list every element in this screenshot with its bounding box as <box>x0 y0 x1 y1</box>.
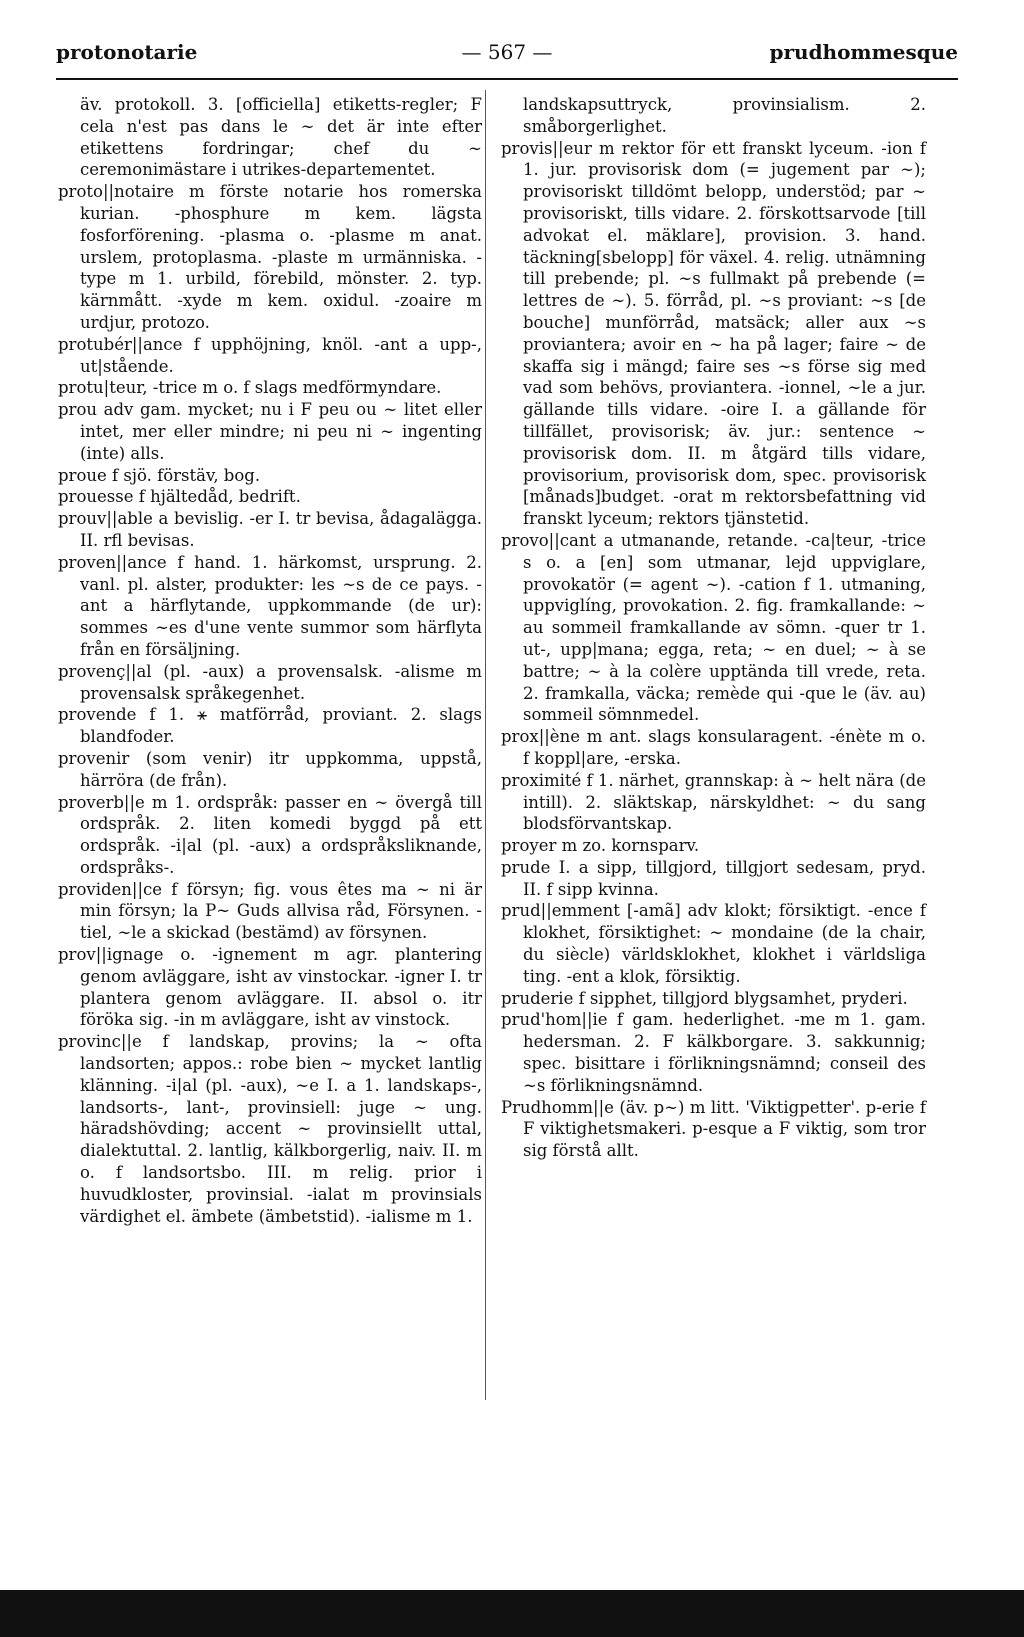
dictionary-entry: provenir (som venir) itr uppkomma, uppstå, härröra (de från). <box>58 748 482 790</box>
dictionary-entry: provinc||e f landskap, provins; la ∼ ofta landsorten; appos.: robe bien ∼ mycket lantlig klänning. -i|al (pl. -aux), ∼e I. a 1. landskaps-, landsorts-, lant-, provinsiell: juge ∼ ung. häradshövding; accent ∼ provinsiellt uttal, dialektuttal. 2. lantlig, kälkborgerlig, naiv. II. m o. f landsortsbo. III. m relig. prior i huvudkloster, provinsial. -ialat m provinsials värdighet el. ämbete (ämbetstid). -ialisme m 1. <box>58 1032 482 1226</box>
dictionary-entry: prox||ène m ant. slags konsularagent. -énète m o. f koppl|are, -erska. <box>501 727 926 768</box>
dictionary-entry: pruderie f sipphet, tillgjord blygsamhet, pryderi. <box>501 988 908 1008</box>
dictionary-entry: Prudhomm||e (äv. p∼) m litt. 'Viktigpetter'. p-erie f F viktighetsmakeri. p-esque a F viktig, som tror sig förstå allt. <box>501 1097 926 1161</box>
dictionary-entry: provo||cant a utmanande, retande. -ca|teur, -trice s o. a [en] som utmanar, lejd uppviglare, provokatör (= agent ∼). -cation f 1. utmaning, uppviglíng, provokation. 2. fig. framkallande: ∼ au sommeil framkallande av sömn. -quer tr 1. ut-, upp|mana; egga, reta; ∼ en duel; ∼ à se battre; ∼ à la colère upptända till vrede, reta. 2. framkalla, väcka; remède qui -que le (äv. au) sommeil sömnmedel. <box>501 530 926 725</box>
page-header <box>56 36 958 76</box>
dictionary-entry: prude I. a sipp, tillgjord, tillgjort sedesam, pryd. II. f sipp kvinna. <box>501 857 926 899</box>
header-last-headword: prudhommesque <box>769 40 958 64</box>
dictionary-entry: landskapsuttryck, provinsialism. 2. småborgerlighet. <box>523 95 926 136</box>
dictionary-entry: provenç||al (pl. -aux) a provensalsk. -alisme m provensalsk språkegenhet. <box>58 661 482 703</box>
dictionary-entry: prud||emment [-amã] adv klokt; försiktigt. -ence f klokhet, försiktighet: ∼ mondaine (de la chair, du siècle) världsklokhet, klokhet i världsliga ting. -ent a klok, försiktig. <box>501 901 926 986</box>
dictionary-entry: proyer m zo. kornsparv. <box>501 836 700 856</box>
dictionary-entry: äv. protokoll. 3. [officiella] etiketts-regler; F cela n'est pas dans le ∼ det är inte efter etikettens fordringar; chef du ∼ ceremonimästare i utrikes-departementet. <box>80 95 482 180</box>
dictionary-entry: provende f 1. ⚹ matförråd, proviant. 2. slags blandfoder. <box>58 705 482 747</box>
dictionary-entry: provis||eur m rektor för ett franskt lyceum. -ion f 1. jur. provisorisk dom (= jugement par ∼); provisoriskt tilldömt belopp, understöd; par ∼ provisoriskt, tills vidare. 2. förskottsarvode [till advokat el. mäklare], provision. 3. hand. täckning[sbelopp] för växel. 4. relig. utnämning till prebende; pl. ∼s fullmakt på prebende (= lettres de ∼). 5. förråd, pl. ∼s proviant: ∼s [de bouche] munförråd, matsäck; aller aux ∼s proviantera; avoir en ∼ ha på lager; faire ∼ de skaffa sig i mängd; faire ses ∼s förse sig med vad som behövs, proviantera. -ionnel, ∼le a jur. gällande tills vidare. -oire I. a gällande för tillfället, provisorisk; äv. jur.: sentence ∼ provisorisk dom. II. m åtgärd tills vidare, provisorium, provisorisk dom, spec. provisorisk [månads]budget. -orat m rektorsbefattning vid franskt lyceum; rektors tjänstetid. <box>501 138 926 529</box>
left-column <box>58 94 482 1227</box>
dictionary-entry: prouesse f hjältedåd, bedrift. <box>58 487 301 507</box>
dictionary-entry: prov||ignage o. -ignement m agr. plantering genom avläggare, isht av vinstockar. -igner I. tr plantera genom avläggare. II. absol o. itr föröka sig. -in m avläggare, isht av vinstock. <box>58 945 482 1030</box>
dictionary-entry: proue f sjö. förstäv, bog. <box>58 465 261 485</box>
dictionary-entry: prud'hom||ie f gam. hederlighet. -me m 1. gam. hedersman. 2. F kälkborgare. 3. sakkunnig; spec. bisittare i förlikningsnämnd; conseil des ∼s förlikningsnämnd. <box>501 1010 926 1095</box>
dictionary-entry: protubér||ance f upphöjning, knöl. -ant a upp-, ut|stående. <box>58 334 482 376</box>
header-rule <box>56 78 958 80</box>
header-first-headword: protonotarie <box>56 40 198 64</box>
dictionary-entry: prouv||able a bevislig. -er I. tr bevisa, ådagalägga. II. rfl bevisas. <box>58 509 482 550</box>
dictionary-entry: proverb||e m 1. ordspråk: passer en ∼ övergå till ordspråk. 2. liten komedi byggd på ett ordspråk. -i|al (pl. -aux) a ordspråksliknande, ordspråks-. <box>58 792 482 877</box>
scan-bottom-border <box>0 1590 1024 1637</box>
right-column <box>501 94 926 1162</box>
page-number: — 567 — <box>461 40 553 64</box>
column-divider <box>485 90 486 1400</box>
dictionary-entry: proximité f 1. närhet, grannskap: à ∼ helt nära (de intill). 2. släktskap, närskyldhet: ∼ du sang blodsförvantskap. <box>501 770 926 834</box>
dictionary-entry: proven||ance f hand. 1. härkomst, ursprung. 2. vanl. pl. alster, produkter: les ∼s de ce pays. -ant a härflytande, uppkommande (de ur): sommes ∼es d'une vente summor som härflyta från en försäljning. <box>58 552 482 659</box>
dictionary-entry: proto||notaire m förste notarie hos romerska kurian. -phosphure m kem. lägsta fosforförening. -plasma o. -plasme m anat. urslem, protoplasma. -plaste m urmänniska. -type m 1. urbild, förebild, mönster. 2. typ. kärnmått. -xyde m kem. oxidul. -zoaire m urdjur, protozo. <box>58 182 482 332</box>
dictionary-entry: prou adv gam. mycket; nu i F peu ou ∼ litet eller intet, mer eller mindre; ni peu ni ∼ ingenting (inte) alls. <box>58 400 482 463</box>
dictionary-entry: protu|teur, -trice m o. f slags medförmyndare. <box>58 378 442 398</box>
dictionary-entry: providen||ce f försyn; fig. vous êtes ma ∼ ni är min försyn; la P∼ Guds allvisa råd, Försynen. -tiel, ∼le a skickad (bestämd) av försynen. <box>58 879 482 943</box>
